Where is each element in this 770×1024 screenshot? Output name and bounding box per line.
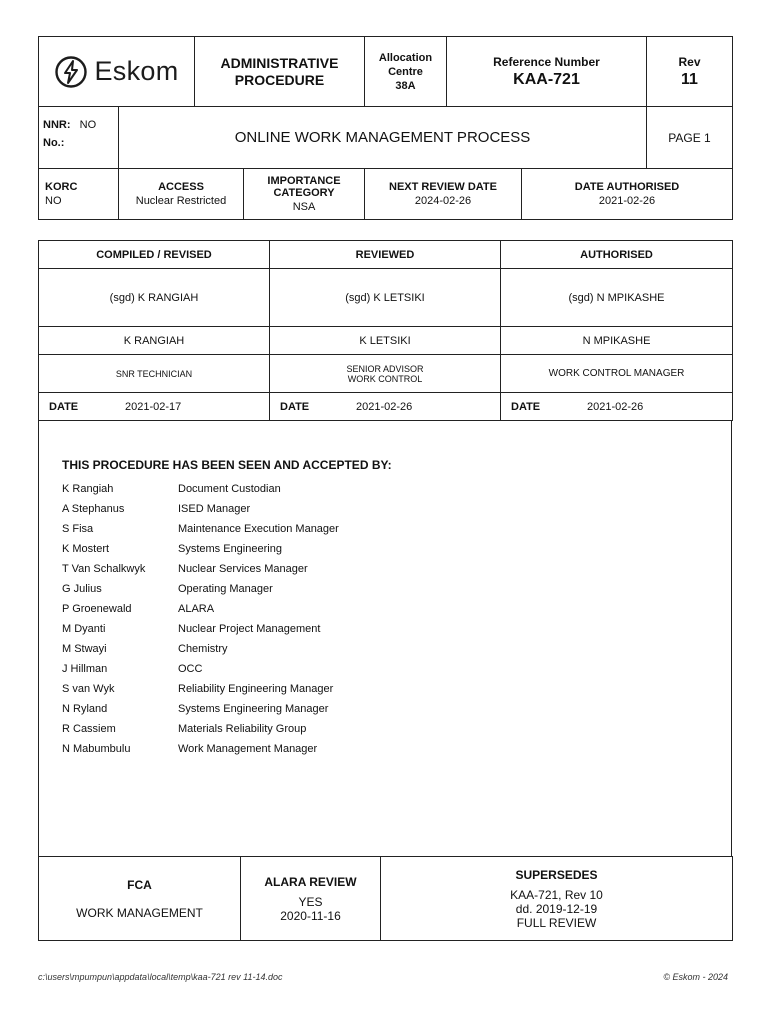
eskom-logo-icon [54, 55, 88, 89]
person-role: Document Custodian [178, 483, 281, 495]
access-cell: ACCESS Nuclear Restricted [119, 169, 244, 219]
reviewed-name: K LETSIKI [270, 327, 501, 355]
person-name: M Dyanti [62, 623, 106, 635]
copyright: © Eskom - 2024 [663, 972, 728, 982]
compiled-role: SNR TECHNICIAN [39, 355, 270, 393]
person-role: OCC [178, 663, 203, 675]
document-title: ONLINE WORK MANAGEMENT PROCESS [119, 107, 647, 169]
importance-cell: IMPORTANCE CATEGORY NSA [267, 175, 341, 213]
person-name: N Ryland [62, 703, 108, 715]
person-role: Reliability Engineering Manager [178, 683, 334, 695]
person-role: ALARA [178, 603, 215, 615]
reference-number: Reference Number KAA-721 [447, 37, 647, 107]
revision: Rev 11 [647, 37, 733, 107]
list-item [62, 543, 339, 563]
person-name: J Hillman [62, 663, 108, 675]
reviewed-role: SENIOR ADVISOR WORK CONTROL [270, 355, 501, 393]
fca-cell: FCA WORK MANAGEMENT [39, 857, 241, 941]
accepted-by-list [62, 483, 339, 763]
compiled-date: DATE 2021-02-17 [39, 393, 270, 421]
authorised-header: AUTHORISED [501, 241, 733, 269]
list-item [62, 723, 339, 743]
person-name: S van Wyk [62, 683, 115, 695]
person-role: Maintenance Execution Manager [178, 523, 339, 535]
eskom-logo-text: Eskom [94, 56, 179, 86]
person-role: Chemistry [178, 643, 228, 655]
authorised-signature: (sgd) N MPIKASHE [501, 269, 733, 327]
reviewed-date: DATE 2021-02-26 [270, 393, 501, 421]
person-name: N Mabumbulu [62, 743, 131, 755]
list-item [62, 523, 339, 543]
person-name: K Rangiah [62, 483, 114, 495]
nnr-cell: NNR: NO No.: [39, 107, 119, 169]
accepted-by-section [38, 420, 732, 857]
person-name: A Stephanus [62, 503, 125, 515]
file-path: c:\users\mpumpun\appdata\local\temp\kaa-721 rev 11-14.doc [38, 972, 283, 982]
page-number: PAGE 1 [647, 107, 733, 169]
person-name: P Groenewald [62, 603, 132, 615]
list-item [62, 503, 339, 523]
date-authorised-cell: DATE AUTHORISED 2021-02-26 [574, 181, 680, 207]
list-item [62, 563, 339, 583]
signatures-table [38, 240, 733, 421]
person-name: R Cassiem [62, 723, 116, 735]
person-role: Operating Manager [178, 583, 273, 595]
person-role: Nuclear Services Manager [178, 563, 308, 575]
list-item [62, 703, 339, 723]
list-item [62, 743, 339, 763]
authorised-role: WORK CONTROL MANAGER [501, 355, 733, 393]
reviewed-signature: (sgd) K LETSIKI [270, 269, 501, 327]
person-name: T Van Schalkwyk [62, 563, 146, 575]
person-role: Nuclear Project Management [178, 623, 321, 635]
person-role: ISED Manager [178, 503, 251, 515]
list-item [62, 583, 339, 603]
next-review-cell: NEXT REVIEW DATE 2024-02-26 [365, 169, 522, 219]
logo-cell [39, 37, 195, 107]
person-name: K Mostert [62, 543, 110, 555]
supersedes-cell: SUPERSEDES KAA-721, Rev 10 dd. 2019-12-19 FULL REVIEW [381, 857, 733, 941]
person-role: Systems Engineering [178, 543, 282, 555]
person-role: Materials Reliability Group [178, 723, 307, 735]
compiled-name: K RANGIAH [39, 327, 270, 355]
alara-review-cell: ALARA REVIEW YES 2020-11-16 [241, 857, 381, 941]
person-name: G Julius [62, 583, 102, 595]
reviewed-header: REVIEWED [270, 241, 501, 269]
list-item [62, 483, 339, 503]
authorised-name: N MPIKASHE [501, 327, 733, 355]
person-role: Work Management Manager [178, 743, 318, 755]
person-name: S Fisa [62, 523, 94, 535]
list-item [62, 623, 339, 643]
document-footer [38, 856, 733, 941]
korc-cell: KORC NO [39, 169, 119, 220]
compiled-signature: (sgd) K RANGIAH [39, 269, 270, 327]
list-item [62, 643, 339, 663]
document-type: ADMINISTRATIVE PROCEDURE [195, 37, 365, 107]
compiled-header: COMPILED / REVISED [39, 241, 270, 269]
list-item [62, 663, 339, 683]
person-name: M Stwayi [62, 643, 107, 655]
list-item [62, 683, 339, 703]
document-header [38, 36, 733, 220]
allocation-centre: Allocation Centre 38A [365, 37, 447, 107]
list-item [62, 603, 339, 623]
person-role: Systems Engineering Manager [178, 703, 329, 715]
accepted-by-title: THIS PROCEDURE HAS BEEN SEEN AND ACCEPTED BY: [62, 458, 392, 472]
authorised-date: DATE 2021-02-26 [501, 393, 733, 421]
